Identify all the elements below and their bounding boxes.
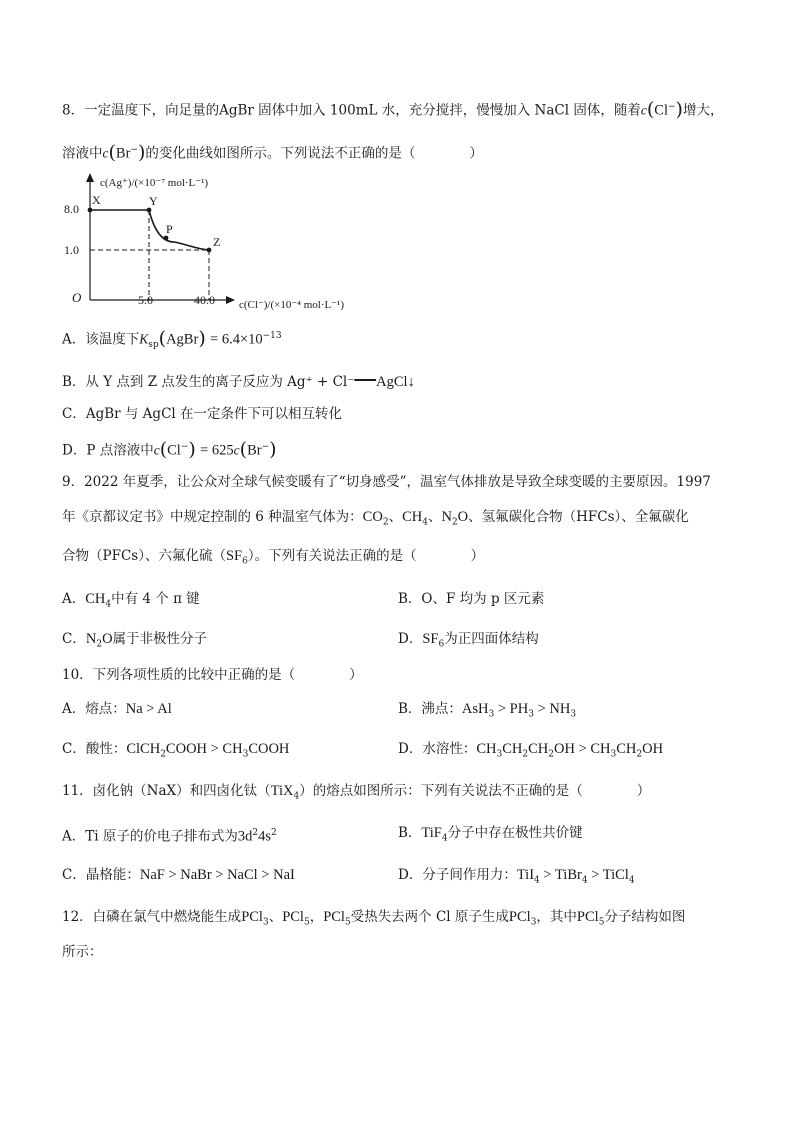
q9-option-a: A．$CH_4$中有 4 个 π 键 (62, 591, 200, 610)
q10-stem: 10．下列各项性质的比较中正确的是（ ） (62, 667, 363, 683)
origin-label: O (72, 290, 82, 305)
q8-graph (58, 172, 378, 312)
label-z: Z (213, 235, 221, 249)
q11-option-a: A．Ti 原子的价电子排布式为$3d^24s^2$ (62, 828, 277, 845)
x-axis-label: c(Cl⁻)/(×10⁻⁴ mol·L⁻¹) (239, 299, 344, 311)
q10-option-b: B．沸点：$AsH_3 > PH_3 > NH_3$ (398, 701, 577, 720)
point-z (207, 248, 212, 253)
x-tick-40: 40.0 (194, 293, 215, 307)
q8-option-d: D．P 点溶液中c(Cl−) = 625c(Br−) (62, 438, 277, 461)
q8-stem-line2: 溶液中c(Br−)的变化曲线如图所示。下列说法不正确的是（ ） (62, 141, 483, 164)
q8-option-a: A．该温度下$K_{sp}(AgBr) = 6.4\times 10^{-13}$ (62, 327, 282, 351)
point-p (164, 236, 169, 241)
label-p: P (166, 222, 173, 236)
q9-option-c: C．$N_2O$属于非极性分子 (62, 631, 208, 650)
curve-decay (149, 210, 209, 250)
q9-stem-line1: 9．2022 年夏季，让公众对全球气候变暖有了“切身感受”，温室气体排放是导致全球变暖的主要原因。1997 (62, 474, 711, 490)
label-x: X (92, 193, 101, 207)
q12-stem-line1: 12．白磷在氯气中燃烧能生成PCl$_3$、PCl$_5$，PCl$_5$受热失去两个 Cl 原子生成PCl$_3$，其中PCl$_5$分子结构如图 (62, 909, 686, 928)
q11-option-c: C．晶格能：NaF > NaBr > NaCl > NaI (62, 867, 295, 883)
label-y: Y (149, 194, 158, 208)
x-tick-5: 5.0 (138, 293, 153, 307)
q9-stem-line2: 年《京都议定书》中规定控制的 6 种温室气体为：$CO_2$、$CH_4$、$N_2O$、氢氟碳化合物（HFCs）、全氟碳化 (62, 509, 689, 528)
q11-stem: 11．卤化钠（NaX）和四卤化钛（TiX$_4$）的熔点如图所示：下列有关说法不正确的是（ ） (62, 783, 651, 802)
q11-option-b: B．TiF$_4$分子中存在极性共价键 (398, 825, 583, 844)
y-axis-arrow (86, 173, 94, 182)
q9-option-d: D．$SF_6$为正四面体结构 (398, 631, 539, 650)
y-tick-8: 8.0 (64, 202, 79, 216)
q12-stem-line2: 所示： (62, 944, 103, 960)
x-axis-arrow (226, 296, 235, 304)
point-x (88, 208, 93, 213)
point-y (147, 208, 152, 213)
q8-option-c: C．AgBr 与 AgCl 在一定条件下可以相互转化 (62, 406, 343, 422)
q9-option-b: B．O、F 均为 p 区元素 (398, 591, 545, 607)
y-axis-label: c(Ag⁺)/(×10⁻⁷ mol·L⁻¹) (100, 177, 209, 189)
q9-stem-line3: 合物（PFCs）、六氟化硫$(SF_6)$。下列有关说法正确的是（ ） (62, 548, 485, 567)
q10-option-d: D．水溶性：$CH_3CH_2CH_2OH > CH_3CH_2OH$ (398, 741, 664, 760)
y-tick-1: 1.0 (64, 243, 79, 257)
q8-stem-line1: 8．一定温度下，向足量的AgBr 固体中加入 100mL 水，充分搅拌，慢慢加入 NaCl 固体，随着c(Cl−)增大， (62, 98, 724, 121)
q11-option-d: D．分子间作用力：TiI$_4$ > TiBr$_4$ > TiCl$_4$ (398, 867, 635, 886)
q8-option-b: B．从 Y 点到 Z 点发生的离子反应为 Ag⁺ + Cl⁻ AgCl↓ (62, 374, 415, 390)
q10-option-c: C．酸性：ClCH$_2$COOH > $CH_3COOH$ (62, 741, 290, 760)
q10-option-a: A．熔点：Na > Al (62, 701, 172, 717)
